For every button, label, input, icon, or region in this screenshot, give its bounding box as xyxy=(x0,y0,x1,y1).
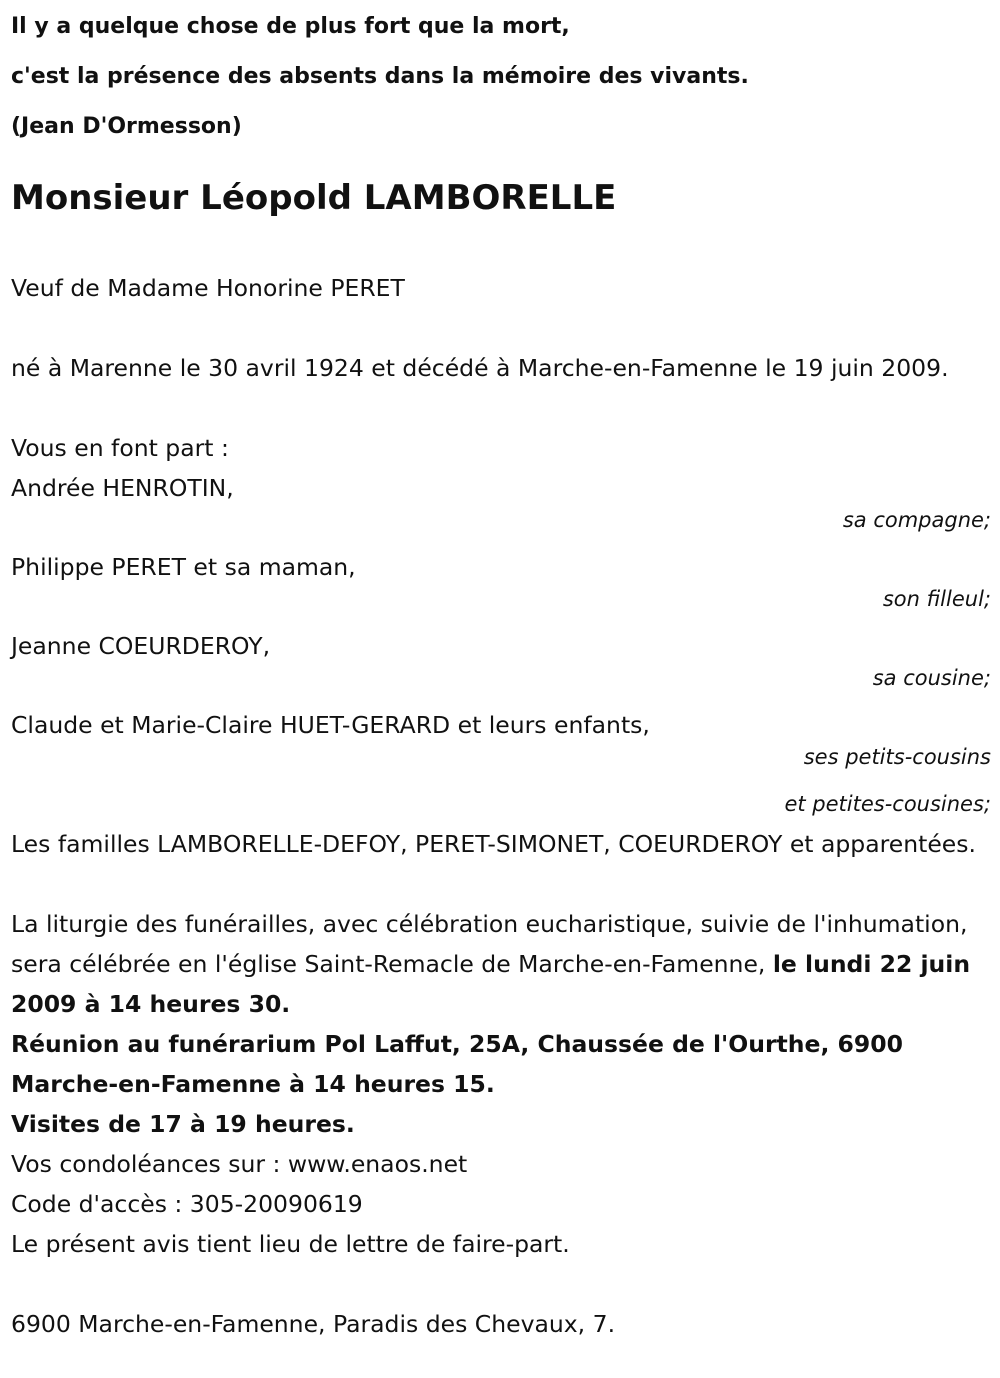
funerarium-meeting: Réunion au funérarium Pol Laffut, 25A, Chaussée de l'Ourthe, 6900 Marche-en-Famenne à 14 heures 15. xyxy=(11,1030,903,1098)
epigraph-quote xyxy=(11,2,991,152)
access-code-line: Code d'accès : 305-20090619 xyxy=(11,1190,363,1218)
family-member-relation-continued: et petites-cousines; xyxy=(784,792,991,816)
family-member-relation: son filleul; xyxy=(882,587,991,611)
notice-line: Le présent avis tient lieu de lettre de faire-part. xyxy=(11,1230,570,1258)
family-list xyxy=(11,428,991,864)
widower-line: Veuf de Madame Honorine PERET xyxy=(11,274,405,302)
family-member-relation: sa compagne; xyxy=(842,508,991,532)
funeral-details xyxy=(11,904,991,1264)
family-member-name: Claude et Marie-Claire HUET-GERARD et leurs enfants, xyxy=(11,711,650,739)
obituary-page xyxy=(11,0,991,1344)
deceased-name: Monsieur Léopold LAMBORELLE xyxy=(11,178,617,218)
quote-line-1: Il y a quelque chose de plus fort que la mort, xyxy=(11,14,570,39)
family-member-name: Andrée HENROTIN, xyxy=(11,474,234,502)
condolences-line: Vos condoléances sur : www.enaos.net xyxy=(11,1150,468,1178)
family-member-relation: ses petits-cousins xyxy=(803,745,991,769)
quote-author: (Jean D'Ormesson) xyxy=(11,114,242,139)
family-member-name: Jeanne COEURDEROY, xyxy=(11,632,271,660)
birth-death-line: né à Marenne le 30 avril 1924 et décédé à Marche-en-Famenne le 19 juin 2009. xyxy=(11,354,949,382)
extended-families: Les familles LAMBORELLE-DEFOY, PERET-SIMONET, COEURDEROY et apparentées. xyxy=(11,830,976,858)
quote-line-2: c'est la présence des absents dans la mémoire des vivants. xyxy=(11,64,749,89)
visiting-hours: Visites de 17 à 19 heures. xyxy=(11,1110,355,1138)
funeral-date: le lundi 22 juin 2009 à 14 heures 30. xyxy=(11,950,971,1018)
announcement-intro: Vous en font part : xyxy=(11,434,229,462)
address-line: 6900 Marche-en-Famenne, Paradis des Chevaux, 7. xyxy=(11,1310,616,1338)
funeral-liturgy-text: La liturgie des funérailles, avec célébration eucharistique, suivie de l'inhumation, sera célébrée en l'église Saint-Remacle de Marche-en-Famenne, xyxy=(11,910,968,978)
family-member-relation: sa cousine; xyxy=(872,666,991,690)
family-member-name: Philippe PERET et sa maman, xyxy=(11,553,356,581)
